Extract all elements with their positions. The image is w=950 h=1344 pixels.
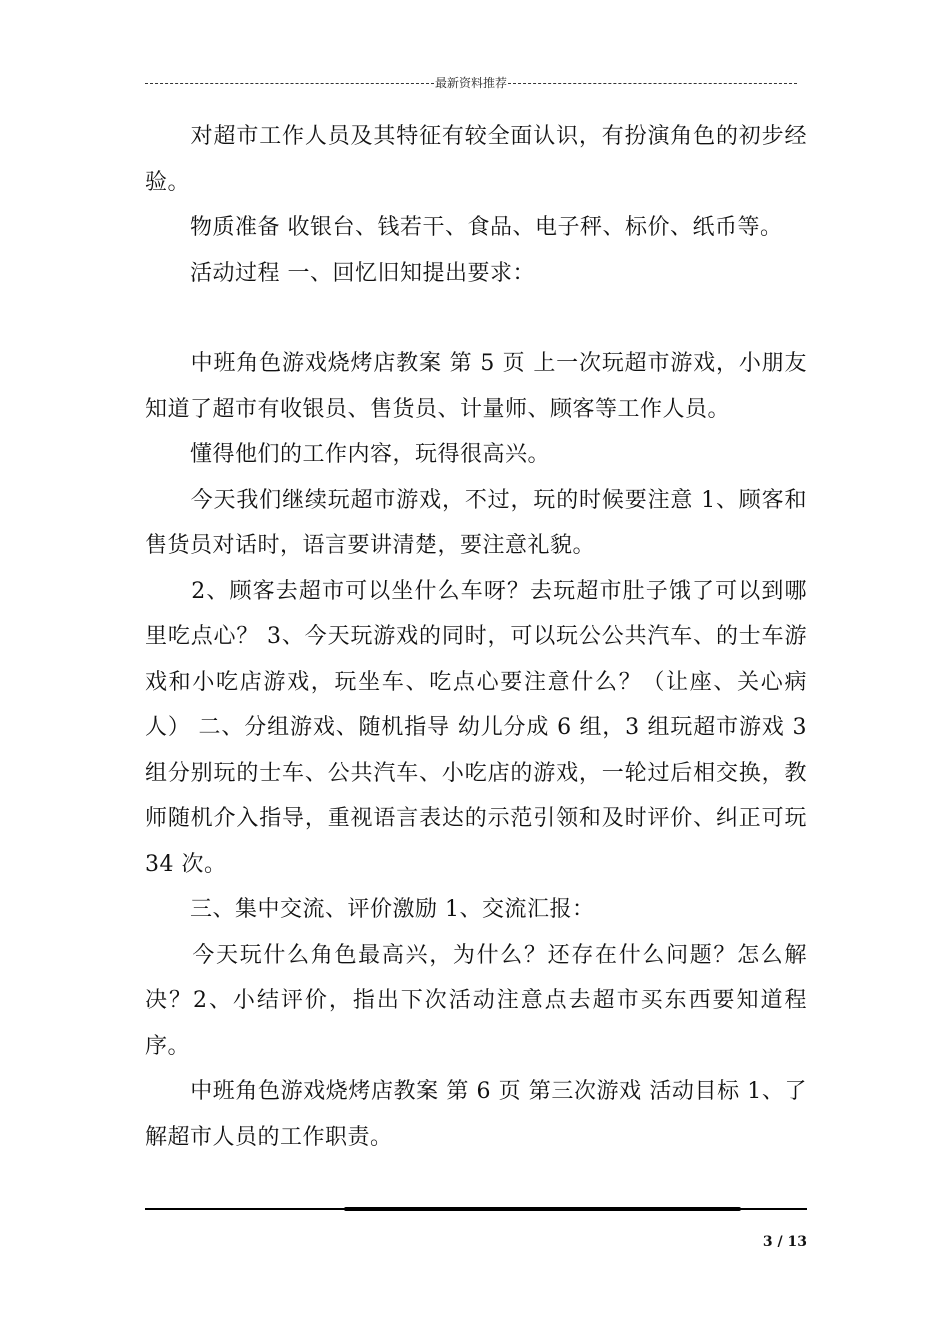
page-number: 3 / 13: [762, 1234, 807, 1250]
paragraph: 懂得他们的工作内容，玩得很高兴。: [145, 442, 551, 467]
header-dash-left: [145, 83, 434, 84]
header-dash-right: [508, 83, 797, 84]
paragraph: 物质准备 收银台、钱若干、食品、电子秤、标价、纸币等。: [145, 215, 783, 240]
page-header: [145, 72, 797, 92]
paragraph: 今天我们继续玩超市游戏，不过，玩的时候要注意 1、顾客和售货员对话时，语言要讲清楚，要注意礼貌。: [145, 487, 807, 558]
footer-divider: [145, 1207, 807, 1211]
document-body: [145, 114, 807, 1160]
paragraph: 今天玩什么角色最高兴，为什么？还存在什么问题？怎么解决？2、小结评价，指出下次活动注意点去超市买东西要知道程序。: [145, 942, 807, 1059]
paragraph: 三、集中交流、评价激励 1、交流汇报：: [145, 897, 595, 922]
paragraph: 对超市工作人员及其特征有较全面认识，有扮演角色的初步经验。: [145, 124, 807, 195]
header-title: 最新资料推荐: [435, 75, 508, 90]
paragraph: 中班角色游戏烧烤店教案 第 5 页 上一次玩超市游戏，小朋友知道了超市有收银员、售货员、计量师、顾客等工作人员。: [145, 351, 807, 422]
paragraph: 2、顾客去超市可以坐什么车呀？去玩超市肚子饿了可以到哪里吃点心？ 3、今天玩游戏的同时，可以玩公公共汽车、的士车游戏和小吃店游戏，玩坐车、吃点心要注意什么？（让座、关心病人） 二、分组游戏、随机指导 幼儿分成 6 组，3 组玩超市游戏 3 组分别玩的士车、公共汽车、小吃店的游戏，一轮过后相交换，教师随机介入指导，重视语言表达的示范引领和及时评价、纠正可玩 34 次。: [145, 578, 807, 877]
paragraph: 中班角色游戏烧烤店教案 第 6 页 第三次游戏 活动目标 1、了解超市人员的工作职责。: [145, 1079, 807, 1150]
paragraph: 活动过程 一、回忆旧知提出要求：: [145, 260, 535, 286]
